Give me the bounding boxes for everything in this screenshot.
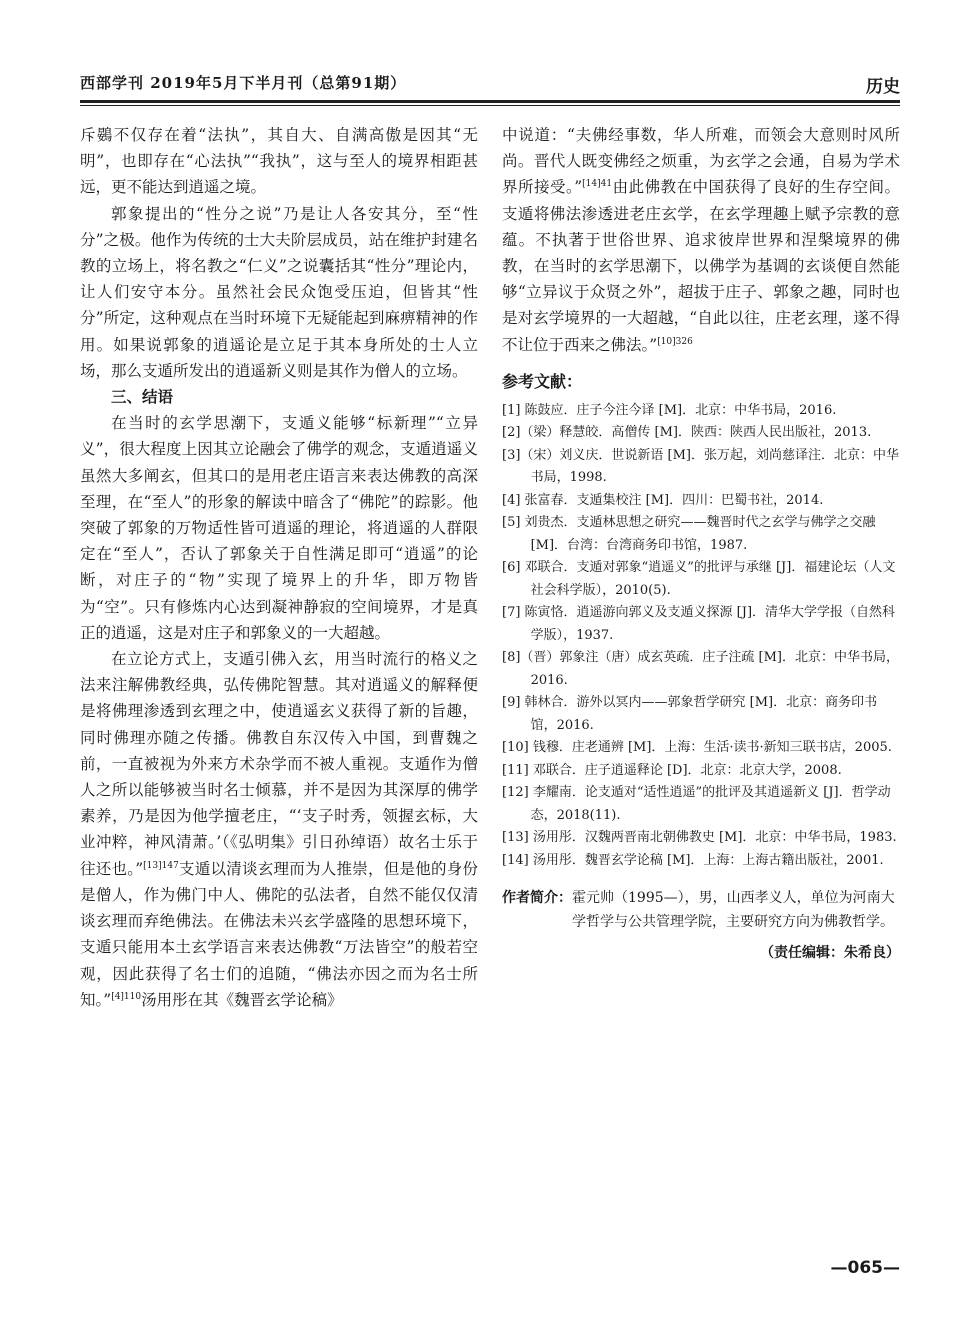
reference-item: [12] 李耀南．论支遁对“适性逍遥”的批评及其逍遥新义 [J]．哲学动态，2018(11).: [502, 785, 891, 823]
reference-item: [3]（宋）刘义庆．世说新语 [M]．张万起，刘尚慈译注．北京：中华书局，1998.: [502, 447, 900, 486]
paragraph-text: 由此佛教在中国获得了良好的生存空间。支遁将佛法渗透进老庄玄学，在玄学理趣上赋予宗教的意蕴。不执著于世俗世界、追求彼岸世界和涅槃境界的佛教，在当时的玄学思潮下，以佛学为基调的玄谈便自然能够“立异议于众贤之外”，超拔于庄子、郭象之趣，同时也是对玄学境界的一大超越，“自此以往，庄老玄理，遂不得不让位于西来之佛法。”: [502, 178, 900, 354]
reference-item: [8]（晋）郭象注（唐）成玄英疏．庄子注疏 [M]．北京：中华书局，2016.: [502, 650, 900, 688]
reference-item: [7] 陈寅恪．逍遥游向郭义及支遁义探源 [J]．清华大学学报（自然科学版），1937.: [502, 605, 896, 643]
section-name: 历史: [866, 77, 900, 97]
paragraph-text: 支遁以清谈玄理而为人推崇，但是他的身份是僧人，作为佛门中人、佛陀的弘法者，自然不能仅仅清谈玄理而弃绝佛法。在佛法未兴玄学盛隆的思想环境下，支遁只能用本土玄学语言来表达佛教“万法皆空”的般若空观，因此获得了名士们的追随，“佛法亦因之而为名士所知。”: [80, 859, 478, 1009]
body-paragraph: [80, 122, 478, 201]
editor-credit: （责任编辑：朱希良）: [760, 945, 900, 962]
reference-item: [1] 陈鼓应．庄子今注今译 [M]．北京：中华书局，2016.: [502, 402, 837, 418]
right-column-body: [502, 122, 900, 358]
reference-item: [14] 汤用彤．魏晋玄学论稿 [M]．上海：上海古籍出版社，2001.: [502, 852, 884, 868]
reference-item: [5] 刘贵杰．支遁林思想之研究——魏晋时代之玄学与佛学之交融 [M]．台湾：台湾商务印书馆，1987.: [502, 515, 876, 553]
references-list: [502, 400, 900, 873]
page-number: —065—: [830, 1258, 900, 1278]
paragraph-text: 在立论方式上，支遁引佛入玄，用当时流行的格义之法来注解佛教经典，弘传佛陀智慧。其对逍遥义的解释便是将佛理渗透到玄理之中，使逍遥玄义获得了新的旨趣，同时佛理亦随之传播。佛教自东汉传入中国，到曹魏之前，一直被视为外来方术杂学而不被人重视。支遁作为僧人之所以能够被当时名士倾慕，并不是因为其深厚的佛学素养，乃是因为他学擅老庄，“‘支子时秀，领握玄标，大业冲粹，神风清萧。’（《弘明集》引日孙绰语）故名士乐于往还也。”: [80, 650, 478, 878]
reference-item: [4] 张富春．支遁集校注 [M]．四川：巴蜀书社，2014.: [502, 492, 824, 508]
paragraph-text: 在当时的玄学思潮下，支遁义能够“标新理”“立异义”，很大程度上因其立论融会了佛学的观念，支遁逍遥义虽然大多阐玄，但其口的是用老庄语言来表达佛教的高深至理，在“至人”的形象的解读中暗含了“佛陀”的踪影。他突破了郭象的万物适性皆可逍遥的理论，将逍遥的人群限定在“至人”，否认了郭象关于自性满足即可“逍遥”的论断，对庄子的“物”实现了境界上的升华，即万物皆为“空”。只有修炼内心达到凝神静寂的空间境界，才是真正的逍遥，这是对庄子和郭象义的一大超越。: [80, 414, 478, 642]
citation-marker: [14]41: [582, 179, 613, 190]
references-title: 参考文献：: [502, 371, 583, 391]
right-column: [502, 122, 900, 962]
body-paragraph: [502, 122, 900, 358]
paragraph-text: 汤用彤在其《魏晋玄学论稿》: [141, 990, 343, 1009]
reference-item: [11] 邓联合．庄子逍遥释论 [D]．北京：北京大学，2008.: [502, 762, 842, 778]
paragraph-text: 郭象提出的“性分之说”乃是让人各安其分，至“性分”之极。他作为传统的士大夫阶层成员，站在维护封建名教的立场上，将名教之“仁义”之说囊括其“性分”理论内，让人们安守本分。虽然社会民众饱受压迫，但皆其“性分”所定，这种观点在当时环境下无疑能起到麻痹精神的作用。如果说郭象的逍遥论是立足于其本身所处的士人立场，那么支遁所发出的逍遥新义则是其作为僧人的立场。: [80, 204, 478, 380]
reference-item: [2]（梁）释慧皎．高僧传 [M]．陕西：陕西人民出版社，2013.: [502, 425, 872, 441]
journal-title: 西部学刊 2019年5月下半月刊（总第91期）: [80, 74, 407, 92]
citation-marker: [10]326: [657, 336, 693, 347]
author-text: 霍元帅（1995—），男，山西孝义人，单位为河南大学哲学与公共管理学院，主要研究方向为佛教哲学。: [572, 890, 895, 931]
paragraph-text: 斥鷃不仅存在着“法执”，其自大、自满高傲是因其“无明”，也即存在“心法执”“我执”，这与至人的境界相距甚远，更不能达到逍遥之境。: [80, 126, 478, 197]
body-paragraph: [80, 201, 478, 384]
citation-marker: [13]147: [143, 860, 179, 871]
paragraph-text: 中说道：“夫佛经事数，华人所难，而领会大意则时风所尚。晋代人既变佛经之烦重，为玄学之会通，自易为学术界所接受。”: [502, 126, 900, 197]
body-paragraph: [80, 646, 478, 1013]
reference-item: [13] 汤用彤．汉魏两晋南北朝佛教史 [M]．北京：中华书局，1983.: [502, 830, 897, 846]
reference-item: [9] 韩林合．游外以冥内——郭象哲学研究 [M]．北京：商务印书馆，2016.: [502, 695, 878, 733]
body-paragraph: [80, 410, 478, 646]
header-rule-thin: [80, 105, 900, 106]
section-heading: 三、结语: [111, 387, 174, 407]
header-rule: [80, 100, 900, 103]
author-label: 作者简介：: [502, 890, 572, 907]
running-header: [80, 72, 900, 98]
citation-marker: [4]110: [111, 991, 142, 1002]
reference-item: [6] 邓联合．支遁对郭象“逍遥义”的批评与承继 [J]．福建论坛（人文社会科学版），2010(5).: [502, 560, 896, 598]
reference-item: [10] 钱穆．庄老通辨 [M]．上海：生活·读书·新知三联书店，2005.: [502, 740, 892, 756]
left-column: [80, 122, 478, 1013]
author-bio: [502, 886, 900, 934]
